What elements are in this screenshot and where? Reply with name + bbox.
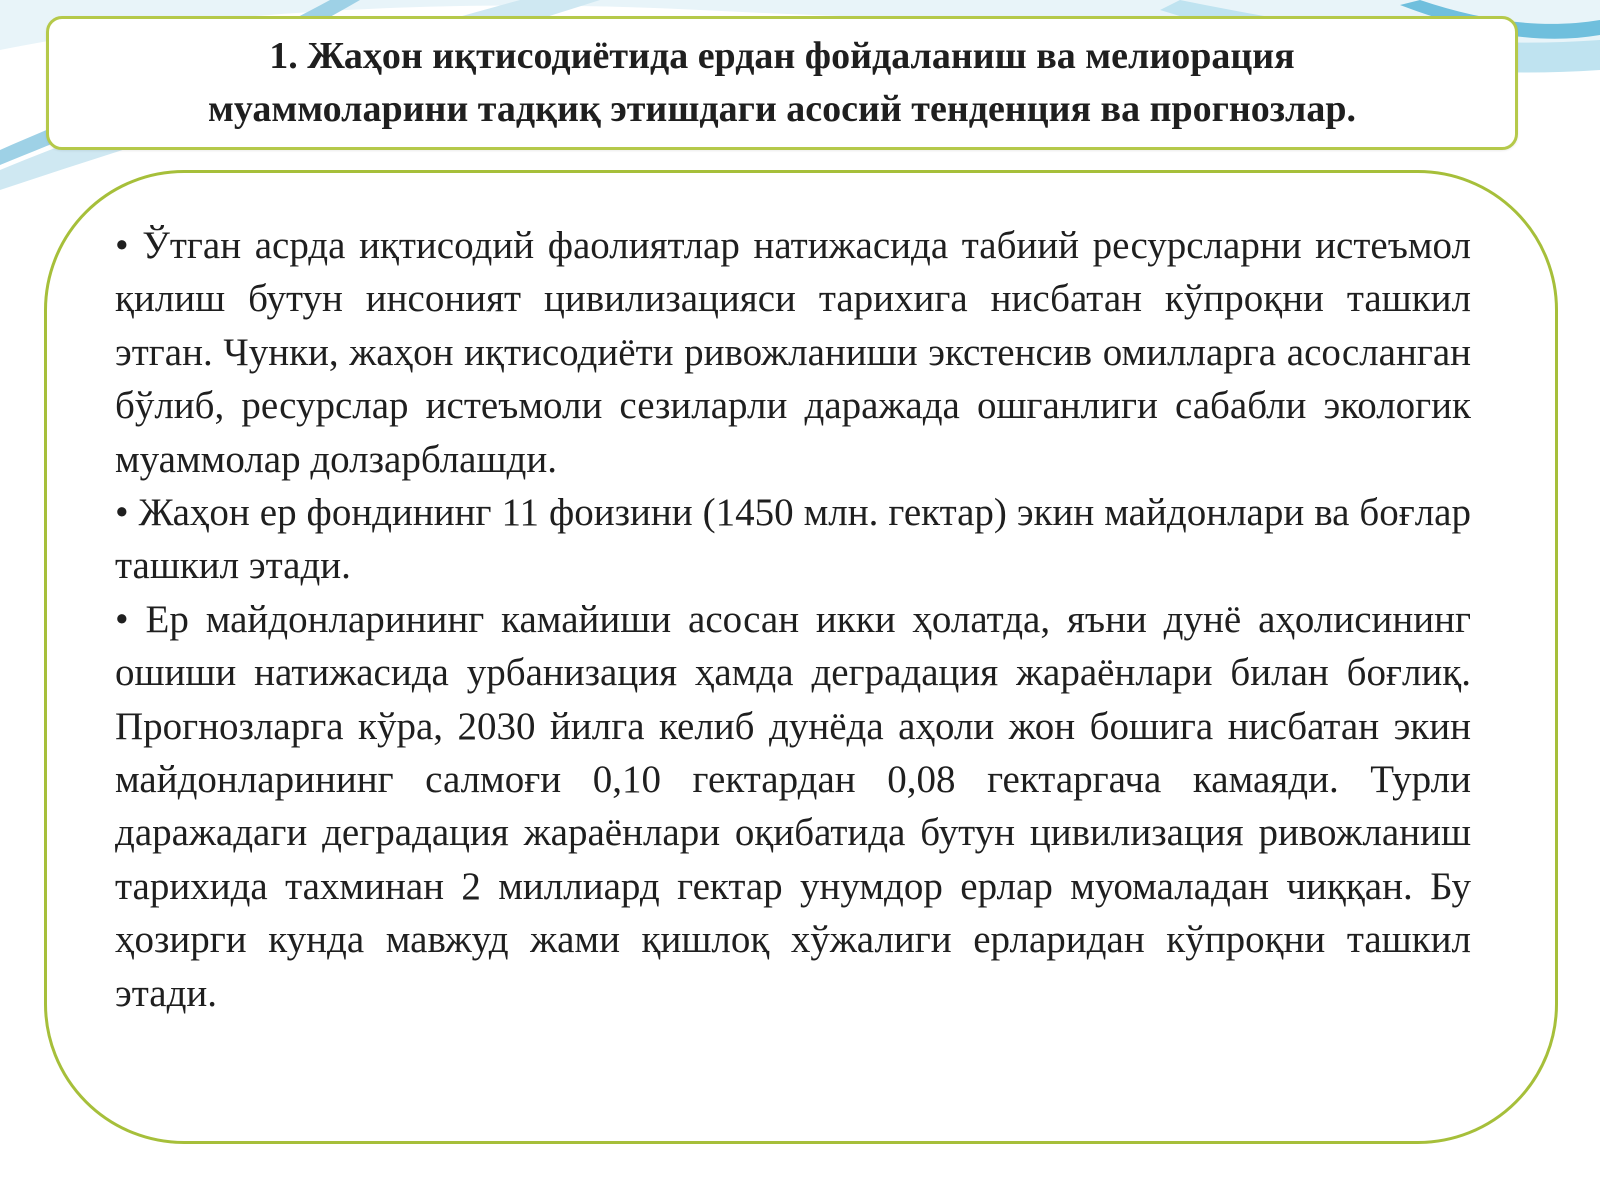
slide-title	[188, 30, 1376, 136]
bullet-paragraph-3: • Ер майдонларининг камайиши асосан икки ҳолатда, яъни дунё аҳолисининг ошиши натижасида урбанизация ҳамда деградация жараёнлари билан боғлиқ. Прогнозларга кўра, 2030 йилга келиб дунёда аҳоли жон бошига нисбатан экин майдонларининг салмоғи 0,10 гектардан 0,08 гектаргача камаяди. Турли даражадаги деградация жараёнлари оқибатида бутун цивилизация ривожланиш тарихида тахминан 2 миллиард гектар унумдор ерлар муомаладан чиққан. Бу ҳозирги кунда мавжуд жами қишлоқ хўжалиги ерларидан кўпроқни ташкил этади.	[115, 597, 1471, 1015]
content-body	[115, 219, 1471, 1020]
bullet-paragraph-1: • Ўтган асрда иқтисодий фаолиятлар натижасида табиий ресурсларни истеъмол қилиш бутун инсоният цивилизацияси тарихига нисбатан кўпроқни ташкил этган. Чунки, жаҳон иқтисодиёти ривожланиши экстенсив омилларга асосланган бўлиб, ресурслар истеъмоли сезиларли даражада ошганлиги сабабли экологик муаммолар долзарблашди.	[115, 224, 1471, 481]
slide-title-line-1: 1. Жаҳон иқтисодиётида ердан фойдаланиш ва мелиорация	[269, 35, 1295, 77]
slide-title-line-2: муаммоларини тадқиқ этишдаги асосий тенденция ва прогнозлар.	[208, 88, 1356, 130]
bullet-paragraph-2: • Жаҳон ер фондининг 11 фоизини (1450 млн. гектар) экин майдонлари ва боғлар ташкил этади.	[115, 491, 1471, 588]
title-box	[46, 16, 1518, 150]
